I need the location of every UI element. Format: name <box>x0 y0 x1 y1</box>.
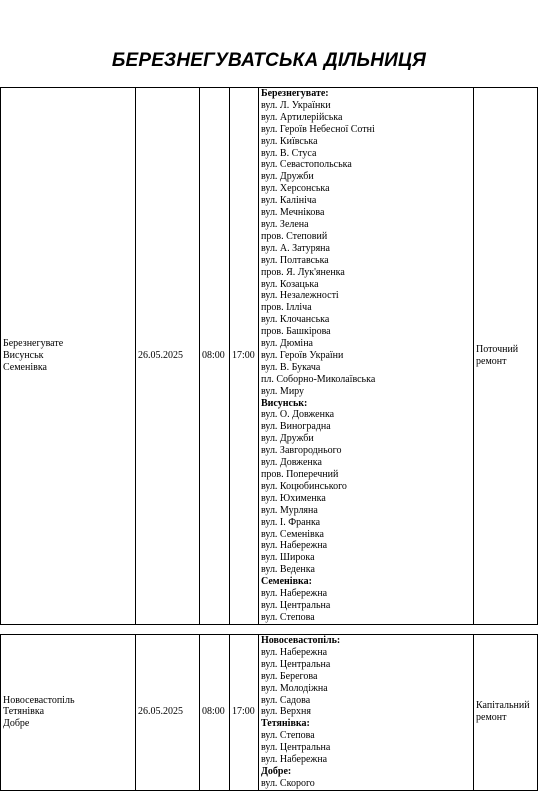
settlements-cell <box>1 88 136 625</box>
street-item: вул. Дюміна <box>261 338 313 350</box>
street-item: вул. Виноградна <box>261 421 331 433</box>
streets-cell <box>259 635 474 791</box>
street-item: вул. Артилерійська <box>261 111 343 123</box>
street-item: вул. Берегова <box>261 670 318 682</box>
streets-cell <box>259 88 474 625</box>
street-item: вул. Веденка <box>261 564 315 576</box>
settlement-heading: Березнегувате: <box>261 88 329 99</box>
street-item: пров. Башкірова <box>261 326 331 338</box>
street-item: вул. Садова <box>261 694 311 706</box>
street-item: пров. Степовий <box>261 230 328 242</box>
end-time-cell: 17:00 <box>230 635 259 791</box>
schedule-table <box>0 634 538 791</box>
street-item: вул. Набережна <box>261 540 328 552</box>
street-item: вул. Центральна <box>261 599 331 611</box>
street-item: пров. Ілліча <box>261 302 312 314</box>
street-item: вул. Л. Українки <box>261 99 331 111</box>
street-item: вул. Дружби <box>261 433 314 445</box>
table-row <box>1 635 538 791</box>
settlement: Висунськ <box>3 349 44 361</box>
street-item: вул. Козацька <box>261 278 319 290</box>
reason-line: ремонт <box>476 355 507 367</box>
settlement: Семенівка <box>3 361 47 373</box>
settlement: Новосевастопіль <box>3 694 75 706</box>
street-item: вул. Героїв Небесної Сотні <box>261 123 375 135</box>
street-item: вул. Скорого <box>261 777 315 789</box>
street-item: вул. Київська <box>261 135 318 147</box>
settlement-heading: Добре: <box>261 765 292 777</box>
street-item: вул. Семенівка <box>261 528 324 540</box>
street-item: пров. Я. Лук'яненка <box>261 266 345 278</box>
start-time-cell: 08:00 <box>200 635 230 791</box>
street-item: вул. Севастопольська <box>261 159 352 171</box>
table-row <box>1 88 538 625</box>
schedule-table <box>0 87 538 625</box>
street-item: вул. В. Стуса <box>261 147 317 159</box>
reason-line: Капітальний <box>476 700 530 712</box>
date-cell: 26.05.2025 <box>136 635 200 791</box>
street-item: вул. Херсонська <box>261 183 330 195</box>
settlement: Березнегувате <box>3 338 64 350</box>
street-item: вул. Миру <box>261 385 305 397</box>
end-time-cell: 17:00 <box>230 88 259 625</box>
street-item: вул. В. Букача <box>261 361 321 373</box>
street-item: вул. Калініча <box>261 195 317 207</box>
settlement-heading: Новосевастопіль: <box>261 635 341 646</box>
street-item: вул. Мурляна <box>261 504 318 516</box>
street-item: вул. Юхименка <box>261 492 326 504</box>
reason-line: ремонт <box>476 712 507 724</box>
street-item: вул. І. Франка <box>261 516 321 528</box>
reason-cell <box>474 635 538 791</box>
street-item: пл. Соборно-Миколаївська <box>261 373 376 385</box>
street-item: вул. Набережна <box>261 754 328 766</box>
street-item: вул. Набережна <box>261 588 328 600</box>
street-item: вул. Степова <box>261 611 315 623</box>
start-time-cell: 08:00 <box>200 88 230 625</box>
street-item: вул. Верхня <box>261 706 311 718</box>
street-item: вул. Героїв України <box>261 349 344 361</box>
reason-line: Поточний <box>476 343 519 355</box>
street-item: вул. Зелена <box>261 218 309 230</box>
street-item: вул. Набережна <box>261 646 328 658</box>
street-item: вул. Дружби <box>261 171 314 183</box>
street-item: вул. Полтавська <box>261 254 329 266</box>
date-cell: 26.05.2025 <box>136 88 200 625</box>
street-item: вул. Довженка <box>261 457 322 469</box>
settlement-heading: Тетянівка: <box>261 718 310 730</box>
street-item: вул. О. Довженка <box>261 409 335 421</box>
street-item: вул. Степова <box>261 730 315 742</box>
settlement: Тетянівка <box>3 706 45 718</box>
street-item: вул. А. Затуряна <box>261 242 330 254</box>
settlement-heading: Висунськ: <box>261 397 308 409</box>
street-item: вул. Молодіжна <box>261 682 328 694</box>
street-item: вул. Клочанська <box>261 314 330 326</box>
reason-cell <box>474 88 538 625</box>
street-item: вул. Незалежності <box>261 290 339 302</box>
page-title: БЕРЕЗНЕГУВАТСЬКА ДІЛЬНИЦЯ <box>111 50 427 71</box>
settlement: Добре <box>3 718 30 730</box>
street-item: вул. Широка <box>261 552 315 564</box>
street-item: вул. Центральна <box>261 742 331 754</box>
settlement-heading: Семенівка: <box>261 576 312 588</box>
street-item: вул. Коцюбинського <box>261 480 347 492</box>
street-item: пров. Поперечний <box>261 469 339 480</box>
street-item: вул. Мечнікова <box>261 207 325 219</box>
settlements-cell <box>1 635 136 791</box>
street-item: вул. Центральна <box>261 658 331 670</box>
street-item: вул. Завгороднього <box>261 445 342 457</box>
